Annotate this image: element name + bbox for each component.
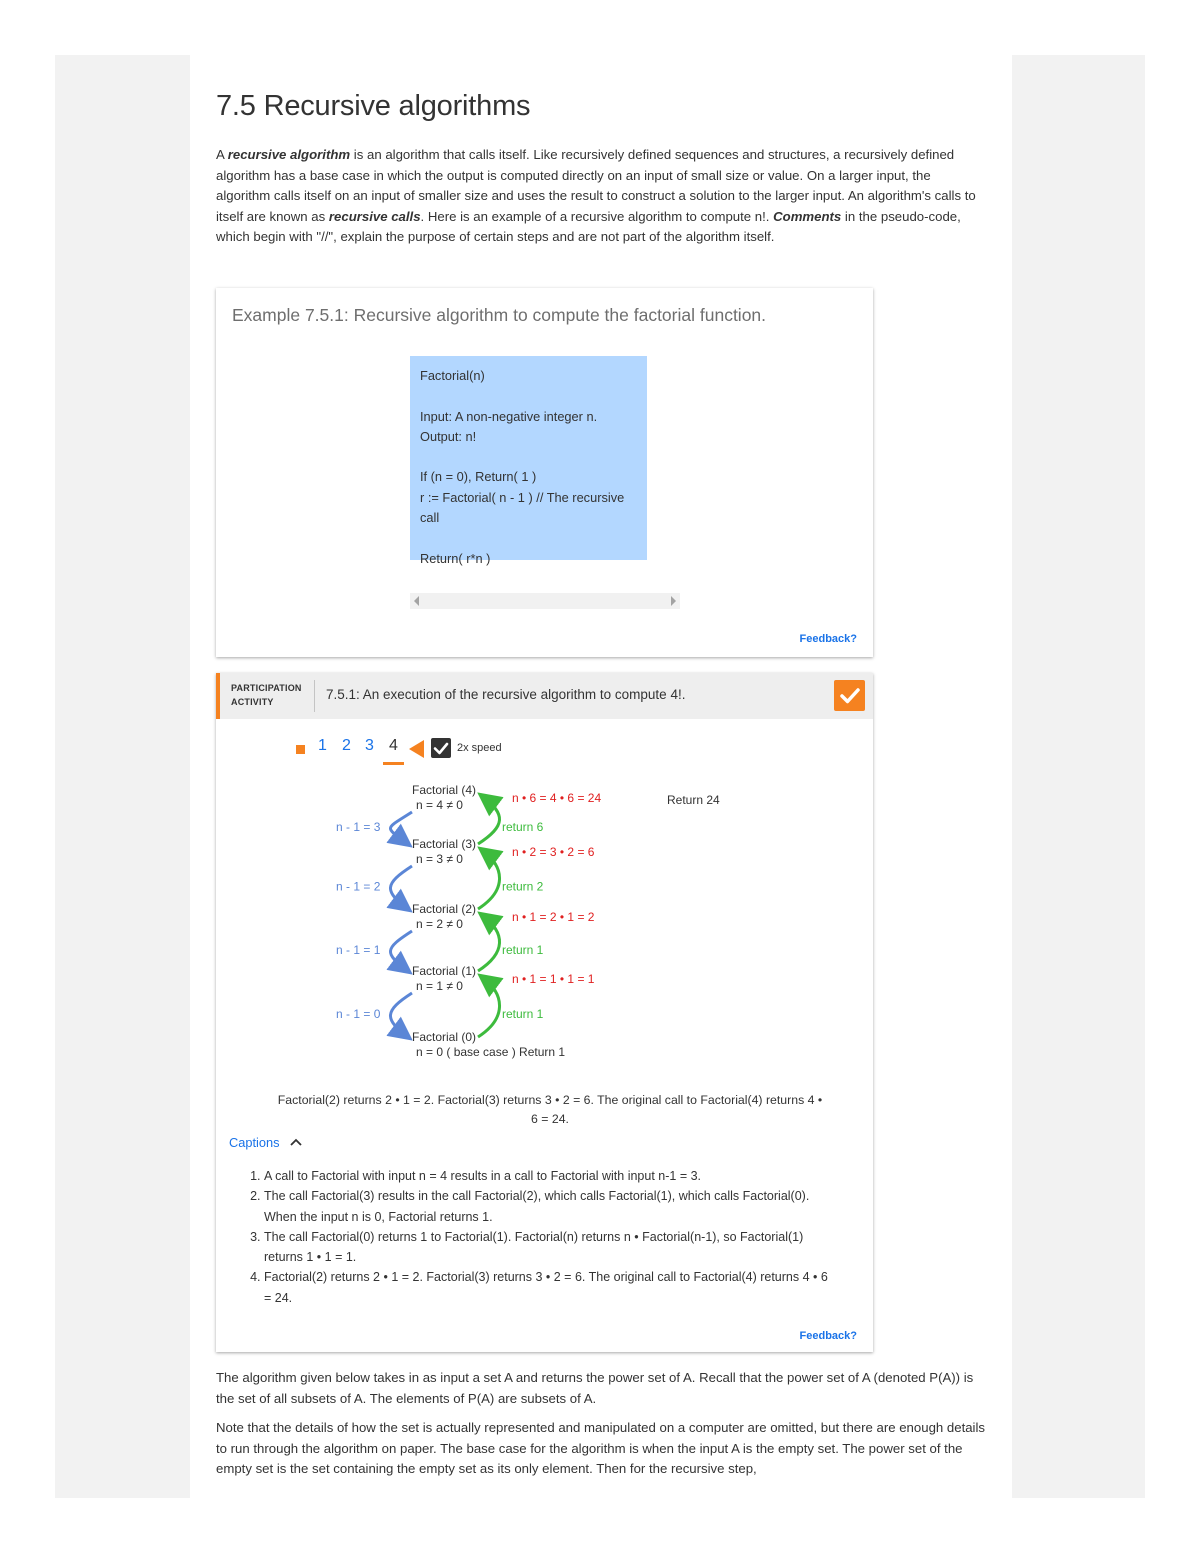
example-card xyxy=(216,288,873,657)
current-caption: Factorial(2) returns 2 • 1 = 2. Factorial(3) returns 3 • 2 = 6. The original call to Factorial(4) returns 4 • 6 = 24. xyxy=(277,1093,823,1126)
call-node-condition: n = 1 ≠ 0 xyxy=(416,979,463,993)
intro-text: is an algorithm that calls itself. Like recursively defined sequences and structures, a recursively defined algorithm has a base case in which the output is computed directly on an input of small size or value. On a larger input, the algorithm calls itself on an input of smaller size and uses the result to construct a solution to the larger input. An algorithm's calls to itself are known as xyxy=(216,147,976,224)
pseudocode-box xyxy=(410,356,647,566)
code-line: If (n = 0), Return( 1 ) xyxy=(420,469,537,485)
code-line xyxy=(420,528,637,548)
recursive-call-arrow xyxy=(390,931,412,971)
code-line xyxy=(420,447,637,467)
recursive-call-arrow xyxy=(390,812,412,844)
section-content xyxy=(216,90,986,248)
intro-text: . Here is an example of a recursive algorithm to compute n!. xyxy=(420,208,774,224)
product-computation: n • 2 = 3 • 2 = 6 xyxy=(512,845,595,859)
recursive-call-arrow xyxy=(390,866,412,909)
horizontal-scrollbar[interactable] xyxy=(410,593,680,609)
code-line: Output: n! xyxy=(420,428,477,444)
scroll-right-icon[interactable] xyxy=(671,596,676,606)
decrement-label: n - 1 = 1 xyxy=(336,943,381,957)
activity-title: 7.5.1: An execution of the recursive algorithm to compute 4!. xyxy=(326,687,686,702)
caption-item: 1. A call to Factorial with input n = 4 results in a call to Factorial with input n-1 = 3. xyxy=(264,1166,834,1186)
code-line: Factorial(n) xyxy=(420,368,485,383)
defined-term: Comments xyxy=(773,208,842,224)
intro-paragraph xyxy=(216,145,986,248)
return-label: return 1 xyxy=(502,1007,544,1021)
call-node-condition: n = 4 ≠ 0 xyxy=(416,798,463,812)
return-label: return 6 xyxy=(502,820,544,834)
product-computation: n • 1 = 2 • 1 = 2 xyxy=(512,910,595,924)
captions-list xyxy=(246,1166,834,1308)
left-margin xyxy=(55,55,190,1498)
return-label: return 2 xyxy=(502,879,544,894)
recursion-diagram xyxy=(216,673,873,1083)
captions-toggle-label: Captions xyxy=(229,1135,280,1150)
scroll-left-icon[interactable] xyxy=(414,596,419,606)
return-arrow xyxy=(478,850,500,909)
defined-term: recursive algorithm xyxy=(227,147,351,162)
participation-activity-card xyxy=(216,673,873,1352)
code-line xyxy=(420,386,637,406)
call-node-label: Factorial (0) xyxy=(412,1030,477,1044)
decrement-label: n - 1 = 2 xyxy=(336,879,381,894)
following-text xyxy=(216,1368,986,1489)
call-node-label: Factorial (4) xyxy=(412,783,477,797)
call-node-label: Factorial (3) xyxy=(412,837,477,851)
step-3-button[interactable]: 3 xyxy=(365,737,374,754)
product-computation: n • 1 = 1 • 1 = 1 xyxy=(512,972,595,986)
decrement-label: n - 1 = 0 xyxy=(336,1007,381,1021)
return-arrow xyxy=(478,977,500,1037)
call-node-label: Factorial (2) xyxy=(412,902,477,916)
activity-label: PARTICIPATION ACTIVITY xyxy=(231,683,302,707)
intro-text: in the pseudo-code, which begin with "//", explain the purpose of certain steps and are not part of the algorithm itself. xyxy=(216,208,961,244)
right-margin xyxy=(1012,55,1145,1498)
speed-label: 2x speed xyxy=(457,742,502,754)
body-paragraph: Note that the details of how the set is actually represented and manipulated on a computer are omitted, but there are enough details to run through the algorithm on paper. The base case for the algorithm is when the input A is the empty set. The power set of the empty set is the set containing the empty set as its only element. Then for the recursive step, xyxy=(216,1420,986,1476)
caption-item: 4. Factorial(2) returns 2 • 1 = 2. Factorial(3) returns 3 • 2 = 6. The original call to Factorial(4) returns 4 • 6 = 24. xyxy=(264,1267,834,1308)
decrement-label: n - 1 = 3 xyxy=(336,820,381,834)
code-line: Input: A non-negative integer n. xyxy=(420,408,598,424)
return-label: return 1 xyxy=(502,943,544,957)
body-paragraph: The algorithm given below takes in as input a set A and returns the power set of A. Recall that the power set of A (denoted P(A)) is the set of all subsets of A. The elements of P(A) are subsets of A. xyxy=(216,1370,974,1406)
code-line: Return( r*n ) xyxy=(420,550,491,566)
recursive-call-arrow xyxy=(390,993,412,1037)
caption-item: 2. The call Factorial(3) results in the call Factorial(2), which calls Factorial(1), which calls Factorial(0). When the input n is 0, Factorial returns 1. xyxy=(264,1186,834,1227)
return-arrow xyxy=(478,915,500,971)
page-title: 7.5 Recursive algorithms xyxy=(216,90,531,122)
example-title: Example 7.5.1: Recursive algorithm to compute the factorial function. xyxy=(232,305,767,325)
code-line: r := Factorial( n - 1 ) // The recursive call xyxy=(420,489,628,526)
activity-feedback-link[interactable]: Feedback? xyxy=(799,1330,857,1342)
step-1-button[interactable]: 1 xyxy=(318,737,327,754)
final-return-label: Return 24 xyxy=(667,793,720,807)
captions-toggle[interactable] xyxy=(229,1135,303,1150)
call-node-condition: n = 0 ( base case ) Return 1 xyxy=(416,1045,566,1059)
step-4-button[interactable]: 4 xyxy=(389,737,398,754)
return-arrow xyxy=(478,796,500,844)
call-node-condition: n = 2 ≠ 0 xyxy=(416,917,463,931)
call-node-label: Factorial (1) xyxy=(412,964,477,978)
product-computation: n • 6 = 4 • 6 = 24 xyxy=(512,791,602,805)
defined-term: recursive calls xyxy=(328,208,421,224)
chevron-up-icon xyxy=(289,1137,303,1147)
caption-item: 3. The call Factorial(0) returns 1 to Factorial(1). Factorial(n) returns n • Factorial(n-1), so Factorial(1) returns 1 • 1 = 1. xyxy=(264,1227,834,1268)
intro-text: A xyxy=(216,147,228,162)
example-feedback-link[interactable]: Feedback? xyxy=(799,633,857,645)
step-2-button[interactable]: 2 xyxy=(342,737,351,754)
call-node-condition: n = 3 ≠ 0 xyxy=(416,852,463,866)
